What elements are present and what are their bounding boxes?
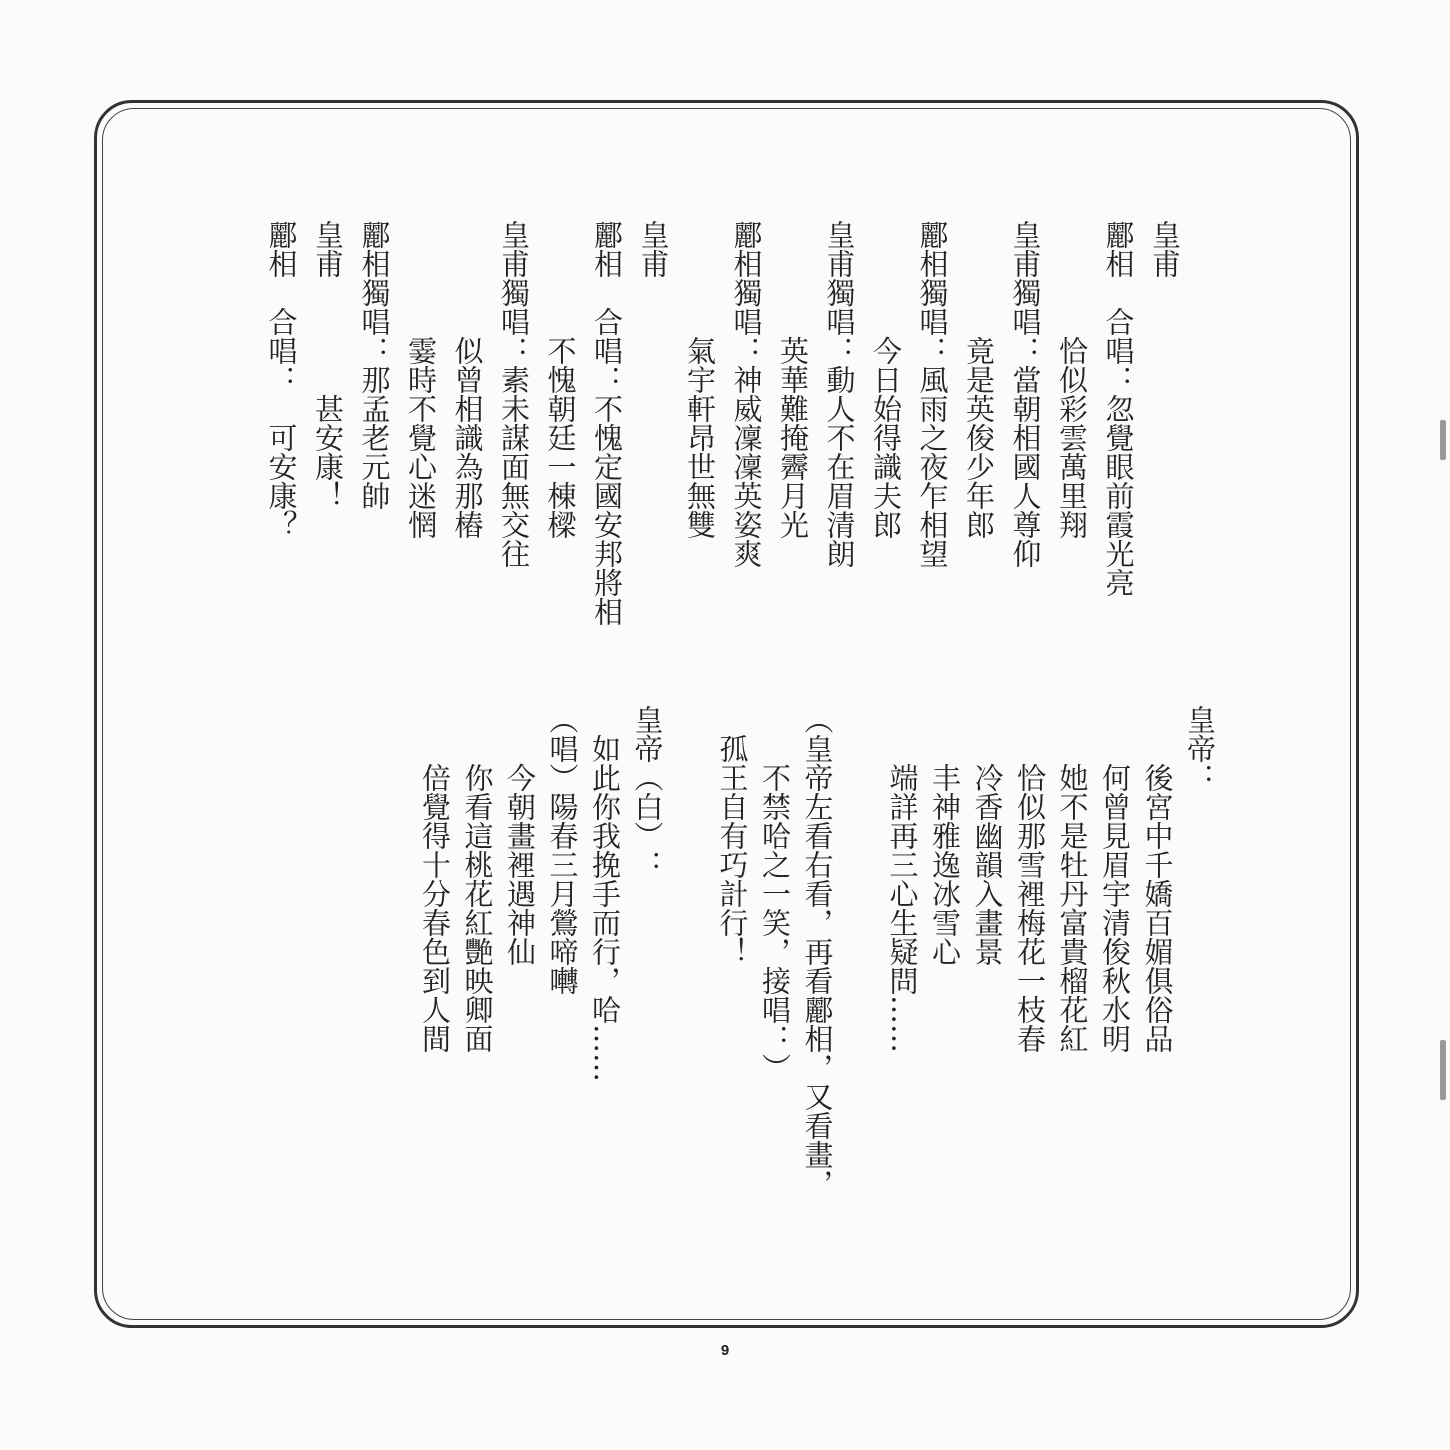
speaker-label: 皇甫	[1148, 220, 1182, 278]
lyric-text: 合唱：不愧定國安邦將相	[590, 278, 624, 626]
lyric-column: 後宮中千嬌百媚俱俗品	[1140, 705, 1175, 1053]
lyric-text: 獨唱：神威凜凜英姿爽	[729, 278, 764, 568]
speaker-label: 酈相	[357, 220, 392, 278]
lyric-text: 獨唱：當朝相國人尊仰	[1008, 278, 1043, 568]
lyric-text: 獨唱：那孟老元帥	[357, 278, 392, 510]
speaker-label: 酈相	[590, 220, 624, 278]
speaker-label: 皇甫	[497, 220, 531, 278]
lyric-text: 不愧朝廷一棟樑	[543, 220, 578, 539]
lyric-text: 獨唱：動人不在眉清朗	[822, 278, 857, 568]
lyric-column: 丰神雅逸冰雪心	[928, 705, 962, 966]
lyric-column: 何曾見眉宇清俊秋水明	[1098, 705, 1132, 1053]
speaker-label: 酈相	[729, 220, 764, 278]
lyric-text: 似曾相識為那樁	[450, 220, 485, 539]
lyric-text: 恰似彩雲萬里翔	[1055, 220, 1089, 539]
lyric-column	[959, 220, 999, 539]
lyric-column	[587, 220, 627, 626]
lyric-text: 今日始得識夫郎	[869, 220, 903, 539]
lyric-column	[634, 220, 674, 278]
lyric-text: 合唱： 可安康？	[264, 278, 299, 539]
lyric-column: 如此你我挽手而行，哈……	[588, 705, 622, 1082]
lyric-column	[680, 220, 720, 539]
lyric-column: 你看這桃花紅艷映卿面	[460, 705, 495, 1053]
lyric-column: （唱）陽春三月鶯啼囀	[545, 705, 580, 995]
lyric-column: 恰似那雪裡梅花一枝春	[1013, 705, 1047, 1053]
speaker-label: 皇甫	[822, 220, 857, 278]
speaker-label: 酈相	[1101, 220, 1136, 278]
lyric-column	[1099, 220, 1139, 597]
lyric-column	[308, 220, 348, 510]
lyric-text: 甚安康！	[311, 278, 345, 510]
lyric-column: 孤王自有巧計行！	[715, 705, 750, 966]
lyric-column	[866, 220, 906, 539]
lyric-column	[820, 220, 860, 568]
speaker-label: 酈相	[915, 220, 950, 278]
speaker-label: 皇甫	[1008, 220, 1043, 278]
scan-mark	[1440, 1040, 1446, 1100]
lyric-column: 端詳再三心生疑問……	[885, 705, 920, 1053]
lyric-text: 氣宇軒昂世無雙	[683, 220, 717, 539]
lyric-column: （皇帝左看右看，再看酈相，又看畫，	[800, 705, 835, 1198]
lyric-column	[494, 220, 534, 568]
lyric-column	[355, 220, 395, 510]
lyric-column	[448, 220, 488, 539]
lyric-column	[773, 220, 813, 539]
lyric-column: 今朝畫裡遇神仙	[503, 705, 537, 966]
page-number: 9	[720, 1342, 730, 1359]
lyric-column: 倍覺得十分春色到人間	[418, 705, 452, 1053]
lyric-column	[541, 220, 581, 539]
lyric-column	[1145, 220, 1185, 278]
lyric-text: 合唱：忽覺眼前霞光亮	[1101, 278, 1136, 597]
lyric-column: 她不是牡丹富貴榴花紅	[1055, 705, 1090, 1053]
lyric-text: 霎時不覺心迷惘	[404, 220, 438, 539]
speaker-label: 皇甫	[636, 220, 671, 278]
speaker-label: 酈相	[264, 220, 299, 278]
lyric-column: 皇帝（白）：	[630, 705, 665, 879]
lyric-text: 英華難掩霽月光	[776, 220, 810, 539]
lyric-text: 獨唱：素未謀面無交往	[497, 278, 531, 568]
lyric-column	[913, 220, 953, 568]
lyric-column	[401, 220, 441, 539]
speaker-label: 皇甫	[311, 220, 345, 278]
lyric-column	[262, 220, 302, 539]
lyric-column: 冷香幽韻入畫景	[970, 705, 1005, 966]
scan-mark	[1440, 420, 1446, 460]
lyric-text: 竟是英俊少年郎	[962, 220, 996, 539]
lyric-column	[1006, 220, 1046, 568]
lyric-column: 不禁哈之一笑，接唱：）	[758, 705, 792, 1082]
lyric-column: 皇帝：	[1183, 705, 1217, 792]
lyric-column	[727, 220, 767, 568]
lyric-text: 獨唱：風雨之夜乍相望	[915, 278, 950, 568]
lyric-column	[1052, 220, 1092, 539]
